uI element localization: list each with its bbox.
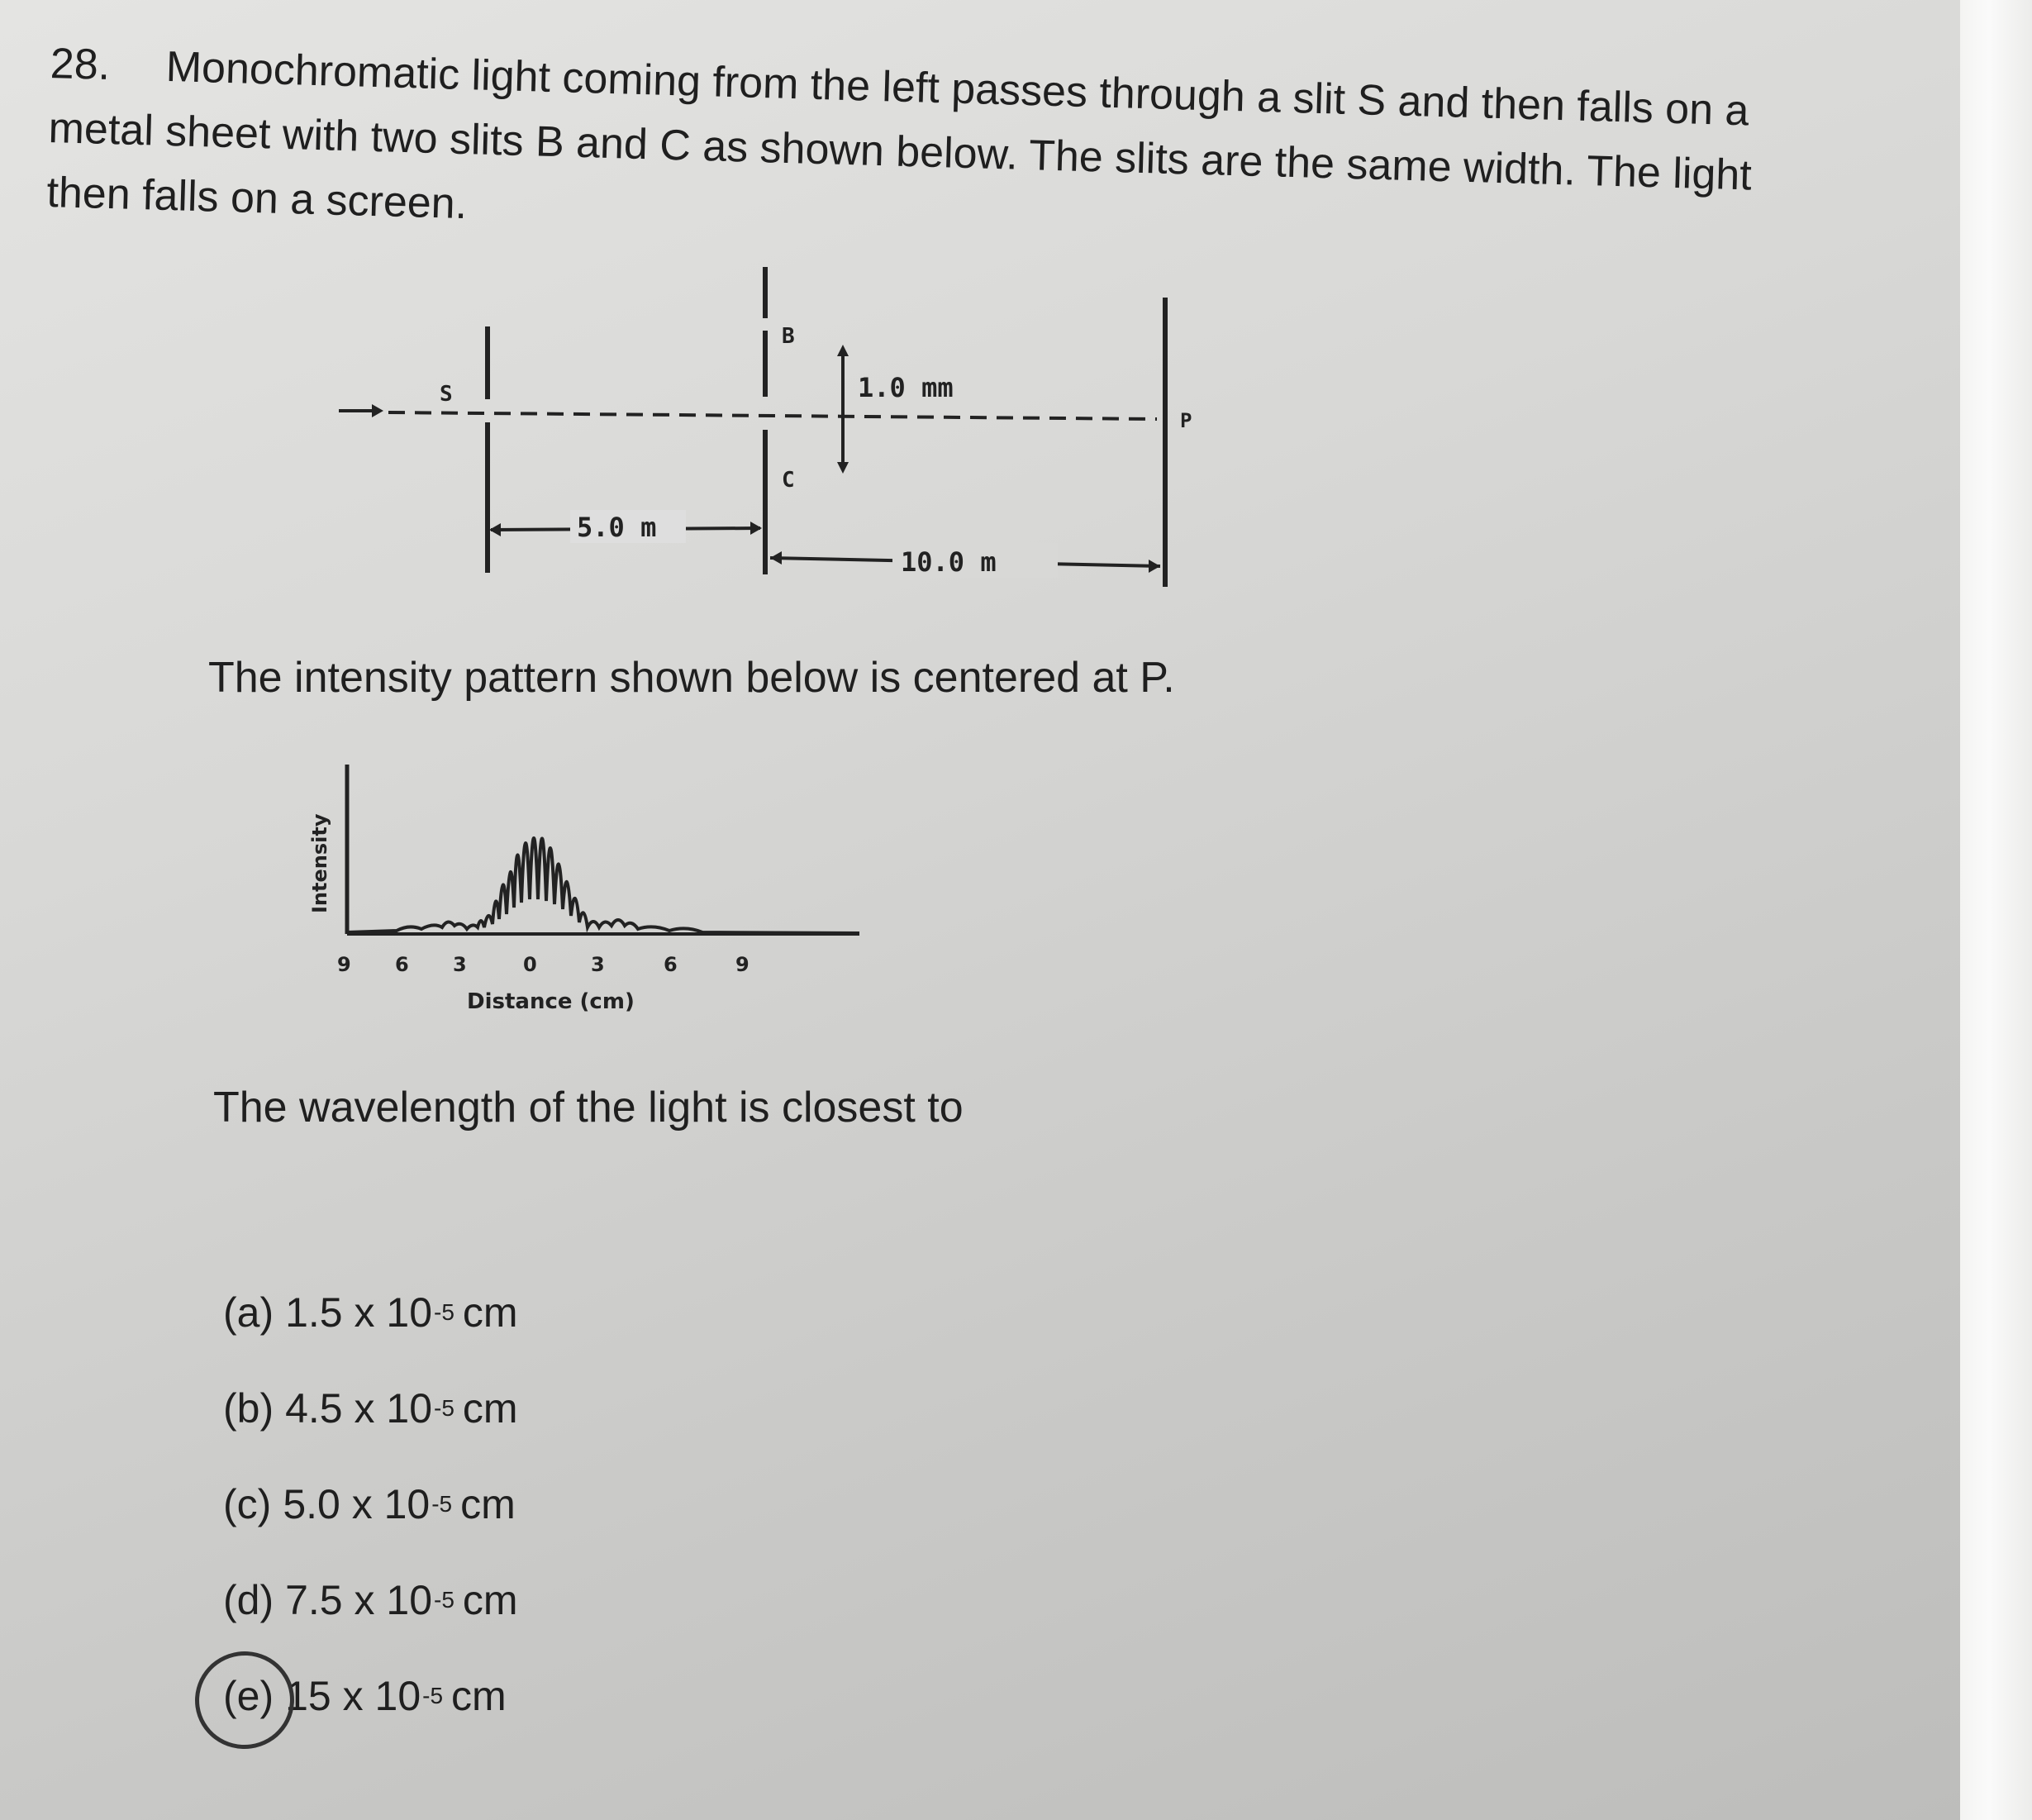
choice-value: 5.0 x 10 [283, 1481, 431, 1527]
choice-c[interactable] [223, 1456, 518, 1552]
arrow-left-icon [489, 523, 501, 536]
label-slit-separation: 1.0 mm [858, 372, 954, 403]
arrow-down-icon [837, 462, 849, 474]
choice-d[interactable] [223, 1552, 518, 1648]
label-distance-bc-screen: 10.0 m [901, 546, 997, 578]
choice-label: (e) [223, 1673, 274, 1719]
x-tick: 0 [523, 953, 537, 976]
choice-b[interactable] [223, 1360, 518, 1456]
choice-exponent: -5 [431, 1491, 453, 1517]
choice-e[interactable] [223, 1648, 518, 1744]
question-body: Monochromatic light coming from the left passes through a slit S and then falls on a metal sheet with two slits B and C as shown below. The slits are the same width. The light then falls on a screen. [45, 42, 1753, 229]
choice-exponent: -5 [434, 1299, 454, 1325]
label-b: B [782, 324, 795, 349]
choice-unit: cm [462, 1577, 518, 1623]
arrow-left-icon [770, 551, 782, 565]
choice-value: 4.5 x 10 [285, 1385, 433, 1432]
x-tick: 6 [664, 953, 678, 976]
x-axis-label: Distance (cm) [467, 989, 635, 1014]
choice-unit: cm [462, 1385, 518, 1432]
choice-label: (c) [223, 1481, 272, 1527]
y-axis-label: Intensity [308, 813, 331, 913]
x-tick: 3 [453, 953, 467, 976]
choice-exponent: -5 [434, 1395, 454, 1421]
choice-value: 1.5 x 10 [285, 1289, 433, 1336]
x-tick: 6 [395, 953, 409, 976]
choice-label: (b) [223, 1385, 274, 1432]
label-p: P [1180, 409, 1192, 432]
optical-axis [388, 412, 1157, 419]
question-number: 28. [50, 39, 111, 89]
choice-label: (a) [223, 1289, 274, 1336]
choice-value: 15 x 10 [285, 1673, 421, 1719]
arrow-head-icon [372, 404, 383, 417]
label-distance-s-bc: 5.0 m [577, 512, 657, 543]
arrow-up-icon [837, 345, 849, 356]
question-prompt: The wavelength of the light is closest to [213, 1084, 964, 1132]
choice-label: (d) [223, 1577, 274, 1623]
choice-value: 7.5 x 10 [285, 1577, 433, 1623]
intensity-curve [347, 838, 859, 933]
intensity-caption: The intensity pattern shown below is centered at P. [208, 654, 1175, 702]
x-tick: 3 [591, 953, 605, 976]
choice-a[interactable] [223, 1265, 518, 1360]
choice-exponent: -5 [434, 1587, 454, 1613]
choice-unit: cm [451, 1673, 507, 1719]
double-slit-setup-diagram [314, 252, 1206, 599]
choice-unit: cm [460, 1481, 516, 1527]
arrow-right-icon [750, 522, 762, 535]
x-tick: 9 [735, 953, 750, 976]
choice-exponent: -5 [422, 1683, 444, 1708]
choice-unit: cm [462, 1289, 518, 1336]
label-s: S [440, 382, 453, 407]
page-edge [1960, 0, 2032, 1820]
x-tick: 9 [337, 953, 351, 976]
arrow-right-icon [1149, 560, 1160, 573]
label-c: C [782, 468, 795, 493]
answer-choices [223, 1265, 518, 1744]
intensity-pattern-figure [297, 752, 892, 1033]
